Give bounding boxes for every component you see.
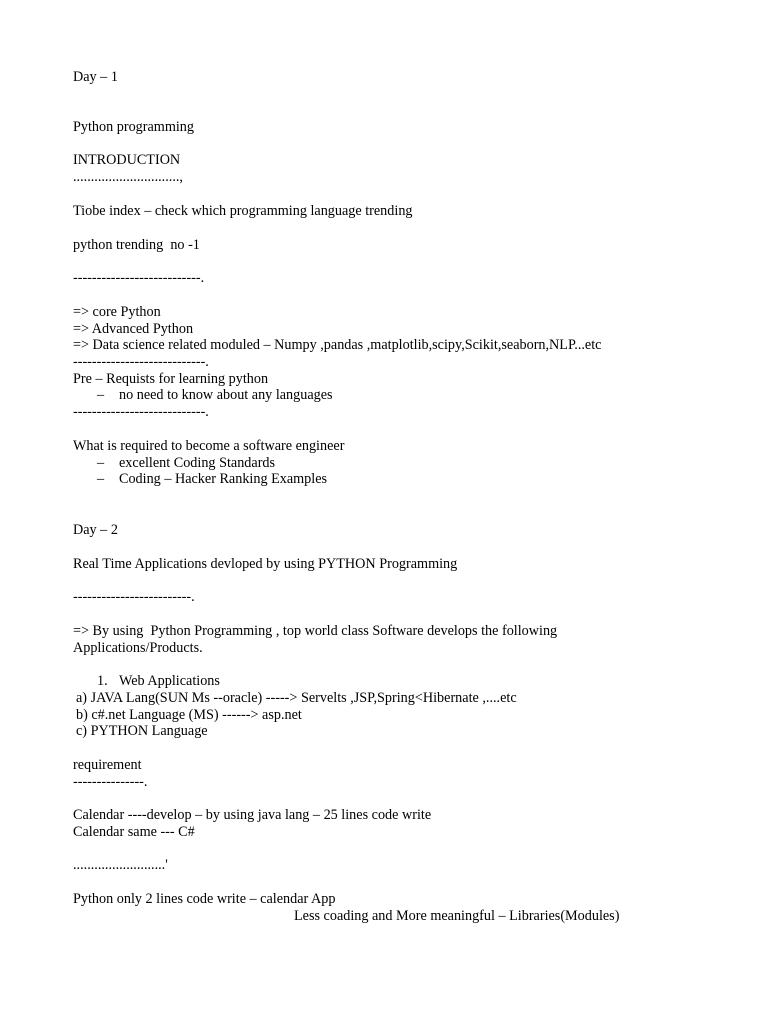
realtime-text: Real Time Applications devloped by using PYTHON Programming xyxy=(73,556,458,572)
by-using-text-1: => By using Python Programming , top world class Software develops the following xyxy=(73,623,558,639)
python-two-lines-text: Python only 2 lines code write – calendar App xyxy=(73,891,336,907)
dash-separator-3: ----------------------------. xyxy=(73,404,209,420)
introduction-heading: INTRODUCTION xyxy=(73,152,181,168)
by-using-text-2: Applications/Products. xyxy=(73,640,203,656)
requirement-text: requirement xyxy=(73,757,142,773)
java-text: a) JAVA Lang(SUN Ms --oracle) -----> Servelts ,JSP,Spring<Hibernate ,....etc xyxy=(76,690,517,706)
dash-separator-2: ----------------------------. xyxy=(73,354,209,370)
dash-separator-4: -------------------------. xyxy=(73,589,195,605)
dash-bullet: – xyxy=(97,387,105,403)
trending-text: python trending no -1 xyxy=(73,237,200,253)
day2-heading: Day – 2 xyxy=(73,522,118,538)
list-number: 1. xyxy=(97,673,108,689)
calendar-csharp-text: Calendar same --- C# xyxy=(73,824,195,840)
prereq-heading: Pre – Requists for learning python xyxy=(73,371,269,387)
dash-separator-1: ---------------------------. xyxy=(73,270,205,286)
prereq-list-item xyxy=(97,387,333,404)
core-python-text: => core Python xyxy=(73,304,161,320)
dash-bullet: – xyxy=(97,455,105,471)
advanced-python-text: => Advanced Python xyxy=(73,321,194,337)
python-programming-title: Python programming xyxy=(73,119,194,135)
dots-separator-2: ..........................' xyxy=(73,857,168,873)
tiobe-text: Tiobe index – check which programming language trending xyxy=(73,203,413,219)
dash-bullet: – xyxy=(97,471,105,487)
day1-heading: Day – 1 xyxy=(73,69,118,85)
web-applications-text: Web Applications xyxy=(119,673,220,689)
required-heading: What is required to become a software engineer xyxy=(73,438,345,454)
required-list-item xyxy=(97,455,275,472)
dots-separator-1: .............................., xyxy=(73,169,183,185)
less-coading-text: Less coading and More meaningful – Libraries(Modules) xyxy=(294,908,620,924)
prereq-item-text: no need to know about any languages xyxy=(119,387,333,403)
python-language-text: c) PYTHON Language xyxy=(76,723,208,739)
required-item-text: Coding – Hacker Ranking Examples xyxy=(119,471,328,487)
dash-separator-5: ---------------. xyxy=(73,774,148,790)
calendar-java-text: Calendar ----develop – by using java lang – 25 lines code write xyxy=(73,807,432,823)
csharp-text: b) c#.net Language (MS) ------> asp.net xyxy=(76,707,302,723)
required-item-text: excellent Coding Standards xyxy=(119,455,276,471)
data-science-text: => Data science related moduled – Numpy ,pandas ,matplotlib,scipy,Scikit,seaborn,NLP...etc xyxy=(73,337,602,353)
numbered-list-item xyxy=(97,673,220,690)
required-list-item xyxy=(97,471,327,488)
